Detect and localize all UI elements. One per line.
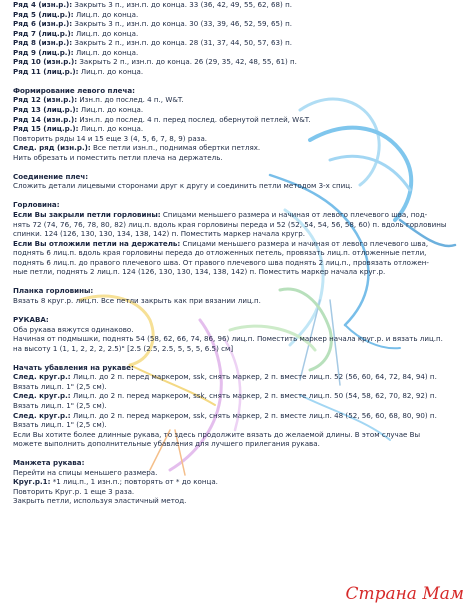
pattern-line-heading: Соединение плеч: <box>13 171 89 181</box>
pattern-line-heading: Ряд 15 (лиц.р.): <box>13 124 79 134</box>
pattern-line-text: Все петли изн.п., поднимая обертки петлях. <box>90 143 261 153</box>
pattern-line-text: Спицами меньшего размера и начиная от левого плечевого шва, <box>180 238 429 248</box>
pattern-line <box>13 420 465 430</box>
pattern-line-text: *1 лиц.п., 1 изн.п.; повторять от * до конца. <box>50 477 218 487</box>
pattern-line-heading: Начать убавления на рукаве: <box>13 362 134 372</box>
pattern-line-text: Закрыть 3 п., изн.п. до конца. 33 (36, 42, 49, 55, 62, 68) п. <box>72 0 292 9</box>
pattern-line <box>13 95 465 105</box>
pattern-line-heading: РУКАВА: <box>13 315 49 325</box>
pattern-line-text: на высоту 1 (1, 1, 2, 2, 2, 2.5)" [2.5 (2.5, 2.5, 5, 5, 5, 6.5) см] <box>13 343 234 353</box>
pattern-line-heading: Ряд 13 (лиц.р.): <box>13 105 79 115</box>
pattern-line-text: Оба рукава вяжутся одинаково. <box>13 324 134 334</box>
pattern-line <box>13 286 465 296</box>
pattern-line-text: Закрыть 2 п., изн.п. до конца. 26 (29, 35, 42, 48, 55, 61) п. <box>77 57 297 67</box>
pattern-line-heading: Ряд 10 (изн.р.): <box>13 57 78 67</box>
pattern-line <box>13 496 465 506</box>
pattern-line <box>13 315 465 325</box>
pattern-line <box>13 57 465 67</box>
pattern-line-heading: Ряд 6 (изн.р.): <box>13 19 73 29</box>
pattern-line <box>13 325 465 335</box>
pattern-line-text: Спицами меньшего размера и начиная от левого плечевого шва, под- <box>160 210 428 220</box>
pattern-line <box>13 67 465 77</box>
pattern-line-text: Вязать лиц.п. 1" (2,5 см). <box>13 400 107 410</box>
pattern-line-text: Лиц.п. до конца. <box>78 105 144 115</box>
pattern-line-text: Закрыть 2 п., изн.п. до конца. 28 (31, 37, 44, 50, 57, 63) п. <box>72 38 292 48</box>
pattern-line-text: Изн.п. до послед. 4 п., W&T. <box>77 95 184 105</box>
pattern-line <box>13 382 465 392</box>
pattern-line-text: Лиц.п. до конца. <box>73 9 139 19</box>
pattern-line-text: Вязать лиц.п. 1" (2,5 см). <box>13 420 107 430</box>
pattern-line <box>13 391 465 401</box>
pattern-line-heading: Ряд 8 (изн.р.): <box>13 38 73 48</box>
pattern-line <box>13 487 465 497</box>
pattern-line <box>13 172 465 182</box>
pattern-line-text: можете выполнить дополнительные убавления для лучшего прилегания рукава. <box>13 439 320 449</box>
pattern-line <box>13 38 465 48</box>
pattern-line <box>13 181 465 191</box>
pattern-line <box>13 115 465 125</box>
pattern-line-text: Повторить Круг.р. 1 еще 3 раза. <box>13 486 135 496</box>
pattern-line <box>13 0 465 10</box>
pattern-line <box>13 229 465 239</box>
pattern-line <box>13 200 465 210</box>
paragraph-spacer <box>13 76 465 86</box>
pattern-line-text: Лиц.п. до 2 п. перед маркером, ssk, снять маркер, 2 п. вместе лиц.п. 50 (54, 58, 62, 70, 82, 92) п. <box>70 391 437 401</box>
pattern-line <box>13 411 465 421</box>
pattern-line <box>13 334 465 344</box>
pattern-line-heading: Формирование левого плеча: <box>13 85 135 95</box>
pattern-line-text: Начиная от подмышки, поднять 54 (58, 62, 66, 74, 86, 96) лиц.п. Поместить маркер начала круг.р. и вязать лиц.п. <box>13 334 443 344</box>
pattern-line-heading: Если Вы отложили петли на держатель: <box>13 238 181 248</box>
pattern-line-text: ные петли, поднять 2 лиц.п. 124 (126, 130, 130, 134, 138, 142) п. Поместить маркер начала круг.р. <box>13 267 386 277</box>
pattern-line <box>13 19 465 29</box>
pattern-line-heading: Манжета рукава: <box>13 458 85 468</box>
pattern-line-heading: Ряд 4 (изн.р.): <box>13 0 73 9</box>
pattern-line-heading: Ряд 11 (лиц.р.): <box>13 66 79 76</box>
pattern-line <box>13 105 465 115</box>
site-watermark: Страна Мам <box>345 584 464 604</box>
pattern-line-text: Лиц.п. до конца. <box>78 66 144 76</box>
pattern-line-heading: Планка горловины: <box>13 286 94 296</box>
pattern-line <box>13 10 465 20</box>
pattern-line-text: Лиц.п. до 2 п. перед маркером, ssk, снять маркер, 2 п. вместе лиц.п. 48 (52, 56, 60, 68, 80, 90) п. <box>70 410 437 420</box>
pattern-line <box>13 220 465 230</box>
pattern-line <box>13 296 465 306</box>
paragraph-spacer <box>13 277 465 287</box>
pattern-line-heading: Ряд 7 (лиц.р.): <box>13 28 74 38</box>
pattern-line-text: Закрыть 3 п., изн.п. до конца. 30 (33, 39, 46, 52, 59, 65) п. <box>72 19 292 29</box>
paragraph-spacer <box>13 306 465 316</box>
pattern-line-text: Если Вы хотите более длинные рукава, то здесь продолжите вязать до желаемой длины. В этом случае Вы <box>13 429 421 439</box>
pattern-line <box>13 124 465 134</box>
pattern-line-heading: След. круг.р.: <box>13 372 71 382</box>
pattern-line-heading: Ряд 9 (лиц.р.): <box>13 47 74 57</box>
pattern-line <box>13 210 465 220</box>
pattern-line <box>13 430 465 440</box>
pattern-line <box>13 143 465 153</box>
knitting-pattern-document <box>13 0 465 506</box>
pattern-line <box>13 401 465 411</box>
pattern-line <box>13 248 465 258</box>
pattern-line <box>13 477 465 487</box>
pattern-line-heading: След. ряд (изн.р.): <box>13 143 91 153</box>
pattern-line-text: Изн.п. до послед. 4 п. перед послед. обернутой петлей, W&T. <box>77 114 311 124</box>
pattern-line-heading: Горловина: <box>13 200 60 210</box>
pattern-line <box>13 439 465 449</box>
pattern-line <box>13 258 465 268</box>
pattern-line-text: Лиц.п. до конца. <box>73 28 139 38</box>
pattern-line-heading: Ряд 14 (изн.р.): <box>13 114 78 124</box>
pattern-line <box>13 29 465 39</box>
pattern-line-heading: Ряд 5 (лиц.р.): <box>13 9 74 19</box>
pattern-line-text: Нить обрезать и поместить петли плеча на держатель. <box>13 152 223 162</box>
paragraph-spacer <box>13 162 465 172</box>
pattern-line <box>13 372 465 382</box>
pattern-text-block <box>13 0 465 506</box>
pattern-line-text: Лиц.п. до конца. <box>73 47 139 57</box>
pattern-line-text: Лиц.п. до конца. <box>78 124 144 134</box>
pattern-line-text: Закрыть петли, используя эластичный метод. <box>13 496 187 506</box>
pattern-line <box>13 48 465 58</box>
paragraph-spacer <box>13 353 465 363</box>
pattern-line-text: Повторить ряды 14 и 15 еще 3 (4, 5, 6, 7, 8, 9) раза. <box>13 133 208 143</box>
pattern-line <box>13 344 465 354</box>
pattern-line <box>13 239 465 249</box>
pattern-line-text: Сложить детали лицевыми сторонами друг к другу и соединить петли методом 3-х спиц. <box>13 181 353 191</box>
paragraph-spacer <box>13 449 465 459</box>
pattern-line-heading: Круг.р.1: <box>13 477 51 487</box>
pattern-line <box>13 153 465 163</box>
pattern-line <box>13 363 465 373</box>
pattern-line-text: поднять 6 лиц.п. до правого плечевого шва. От правого плечевого шва поднять 2 лиц.п., провязать отложен- <box>13 257 429 267</box>
pattern-line-text: Вязать лиц.п. 1" (2,5 см). <box>13 381 107 391</box>
pattern-line-text: спинки. 124 (126, 130, 130, 134, 138, 142) п. Поместить маркер начала кругр. <box>13 229 306 239</box>
paragraph-spacer <box>13 191 465 201</box>
pattern-line-heading: След. круг.р.: <box>13 410 71 420</box>
pattern-line-heading: След. круг.р.: <box>13 391 71 401</box>
pattern-line-heading: Ряд 12 (изн.р.): <box>13 95 78 105</box>
pattern-line-text: нять 72 (74, 76, 76, 78, 80, 82) лиц.п. вдоль края горловины переда и 52 (52, 54, 54, 56, 58, 60) п. вдоль горловины <box>13 219 447 229</box>
pattern-line-text: Перейти на спицы меньшего размера. <box>13 467 158 477</box>
pattern-line <box>13 86 465 96</box>
pattern-line <box>13 458 465 468</box>
pattern-line <box>13 267 465 277</box>
pattern-line-text: Вязать 8 круг.р. лиц.п. Все петли закрыть как при вязании лиц.п. <box>13 295 261 305</box>
pattern-line-text: Лиц.п. до 2 п. перед маркером, ssk, снять маркер, 2 п. вместе лиц.п. 52 (56, 60, 64, 72, 84, 94) п. <box>70 372 437 382</box>
pattern-line-text: поднять 6 лиц.п. вдоль края горловины переда до отложенных петель, провязать лиц.п. отложенные петли, <box>13 248 427 258</box>
pattern-line <box>13 134 465 144</box>
pattern-line <box>13 468 465 478</box>
pattern-line-heading: Если Вы закрыли петли горловины: <box>13 210 161 220</box>
